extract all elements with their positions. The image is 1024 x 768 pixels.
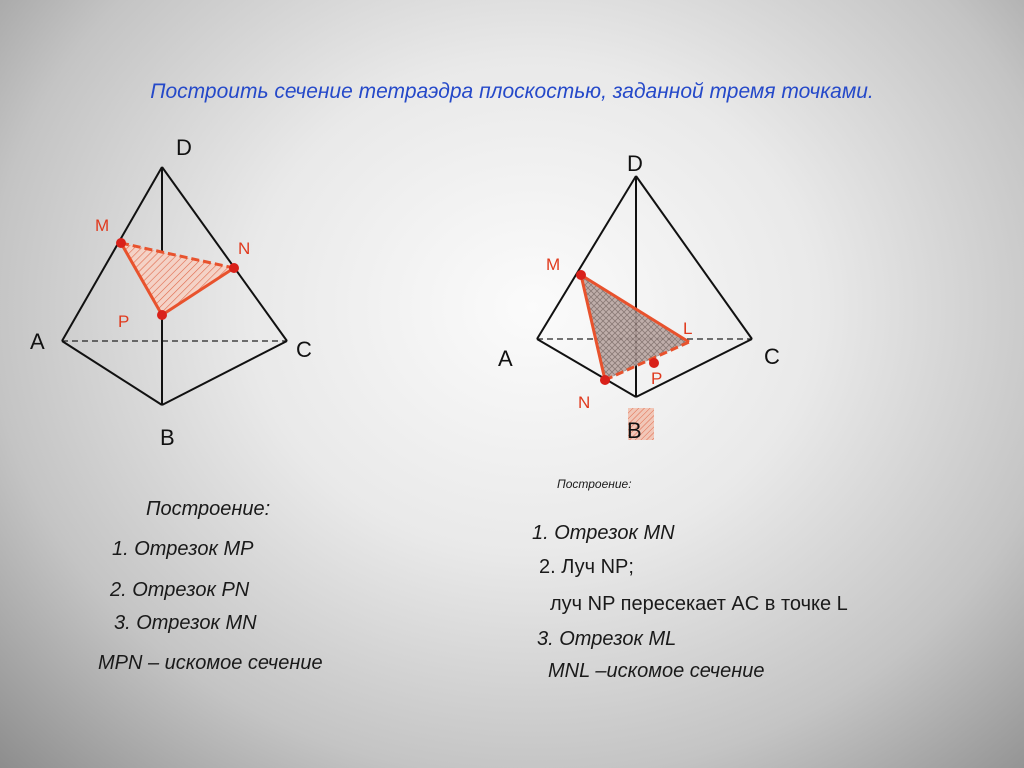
point-label-M: M [546,255,561,274]
vertex-label-D: D [176,135,192,160]
point-label-N: N [238,239,251,258]
vertex-label-D: D [627,151,643,176]
right-tetrahedron [498,151,780,443]
edge-AB [62,341,162,405]
vertex-label-A: A [498,346,513,371]
vertex-label-B: B [627,418,642,443]
right-result: MNL –искомое сечение [548,660,765,682]
point-P [649,358,659,368]
left-step-1: 1. Отрезок МР [112,538,254,560]
slide-title: Построить сечение тетраэдра плоскостью, заданной тремя точками. [150,80,874,103]
point-N [229,263,239,273]
vertex-label-B: B [160,425,175,450]
left-steps-heading: Построение: [146,498,271,520]
right-step-2: 2. Луч NP; [539,556,634,578]
point-N [600,375,610,385]
vertex-label-C: C [764,344,780,369]
right-step-3: 3. Отрезок ML [537,628,677,650]
edge-DC [636,176,752,339]
left-step-2: 2. Отрезок РN [110,579,250,601]
right-step-1: 1. Отрезок МN [532,522,675,544]
left-result: МРN – искомое сечение [98,652,323,674]
left-tetrahedron [30,135,312,450]
point-label-P: P [118,312,130,331]
point-label-N: N [578,393,591,412]
vertex-label-A: A [30,329,45,354]
edge-DC [162,167,287,341]
point-label-M: M [95,216,110,235]
right-step-2b: луч NP пересекает AC в точке L [550,593,848,615]
point-label-P: P [651,369,663,388]
point-P [157,310,167,320]
vertex-label-C: C [296,337,312,362]
point-label-L: L [683,319,693,338]
point-M [576,270,586,280]
right-steps-heading: Построение: [557,477,632,491]
left-step-3: 3. Отрезок МN [114,612,257,634]
edge-BC [162,341,287,405]
point-M [116,238,126,248]
